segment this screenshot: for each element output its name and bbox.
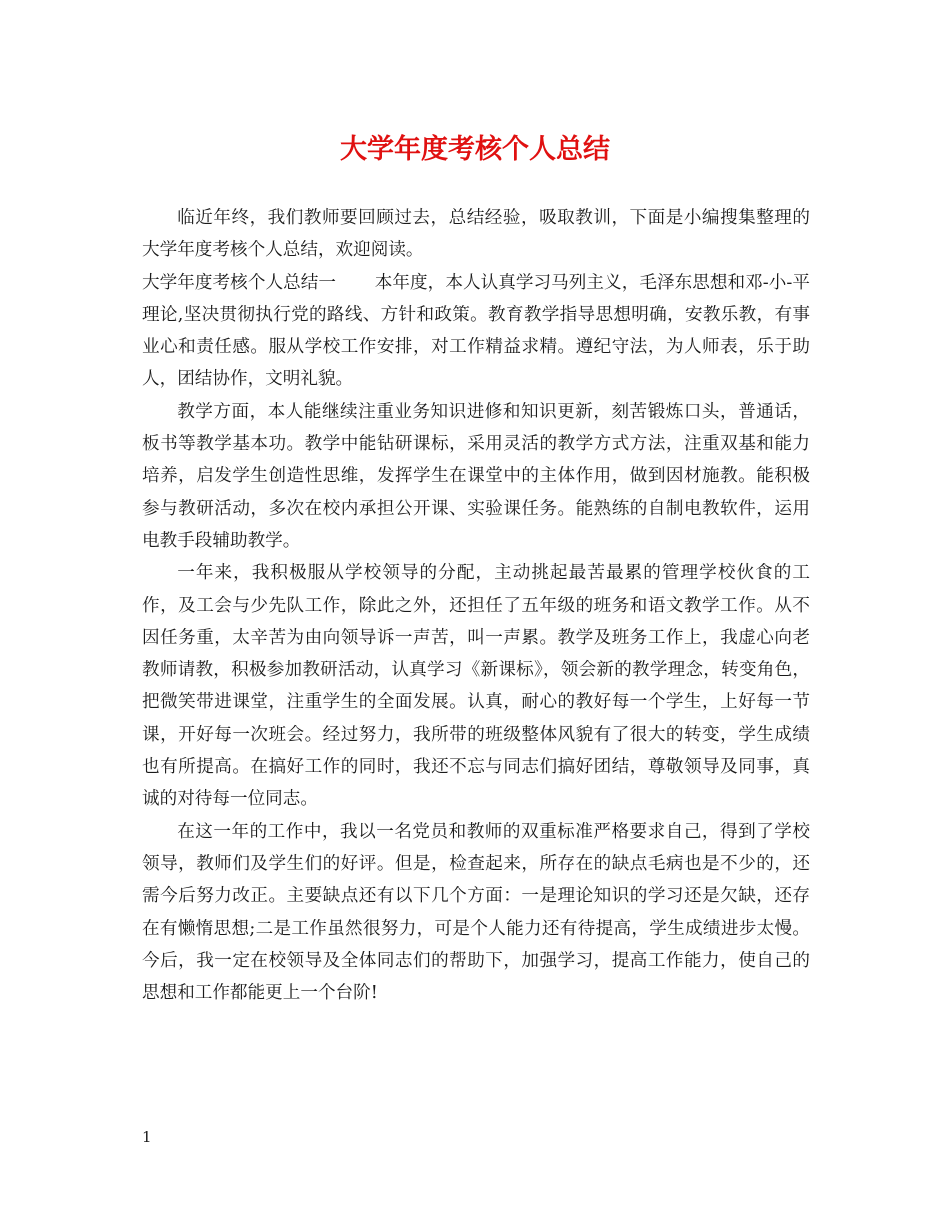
section-first-paragraph: 本年度，本人认真学习马列主义，毛泽东思想和邓-小-平理论,坚决贯彻执行党的路线、方针和政策。教育教学指导思想明确，安教乐教，有事业心和责任感。服从学校工作安排，对工作精益求精。遵纪守法，为人师表，乐于助人，团结协作，文明礼貌。 — [142, 272, 810, 390]
section-heading: 大学年度考核个人总结一 — [142, 272, 337, 293]
intro-paragraph: 临近年终，我们教师要回顾过去，总结经验，吸取教训，下面是小编搜集整理的大学年度考核个人总结，欢迎阅读。 — [142, 208, 810, 261]
teaching-paragraph: 教学方面，本人能继续注重业务知识进修和知识更新，刻苦锻炼口头，普通话，板书等教学基本功。教学中能钻研课标，采用灵活的教学方式方法，注重双基和能力培养，启发学生创造性思维，发挥学生在课堂中的主体作用，做到因材施教。能积极参与教研活动，多次在校内承担公开课、实验课任务。能熟练的自制电教软件，运用电教手段辅助教学。 — [142, 401, 810, 551]
section-paragraph — [142, 267, 810, 396]
page-number: 1 — [142, 1128, 152, 1146]
work-paragraph: 一年来，我积极服从学校领导的分配，主动挑起最苦最累的管理学校伙食的工作，及工会与少先队工作，除此之外，还担任了五年级的班务和语文教学工作。从不因任务重，太辛苦为由向领导诉一声苦，叫一声累。教学及班务工作上，我虚心向老教师请教，积极参加教研活动，认真学习《新课标》，领会新的教学理念，转变角色，把微笑带进课堂，注重学生的全面发展。认真，耐心的教好每一个学生，上好每一节课，开好每一次班会。经过努力，我所带的班级整体风貌有了很大的转变，学生成绩也有所提高。在搞好工作的同时，我还不忘与同志们搞好团结，尊敬领导及同事，真诚的对待每一位同志。 — [142, 563, 810, 810]
document-title: 大学年度考核个人总结 — [340, 134, 610, 165]
document-body — [142, 202, 810, 1009]
self-review-paragraph: 在这一年的工作中，我以一名党员和教师的双重标准严格要求自己，得到了学校领导，教师们及学生们的好评。但是，检查起来，所存在的缺点毛病也是不少的，还需今后努力改正。主要缺点还有以下几个方面：一是理论知识的学习还是欠缺，还存在有懒惰思想;二是工作虽然很努力，可是个人能力还有待提高，学生成绩进步太慢。今后，我一定在校领导及全体同志们的帮助下，加强学习，提高工作能力，使自己的思想和工作都能更上一个台阶! — [142, 821, 810, 1004]
